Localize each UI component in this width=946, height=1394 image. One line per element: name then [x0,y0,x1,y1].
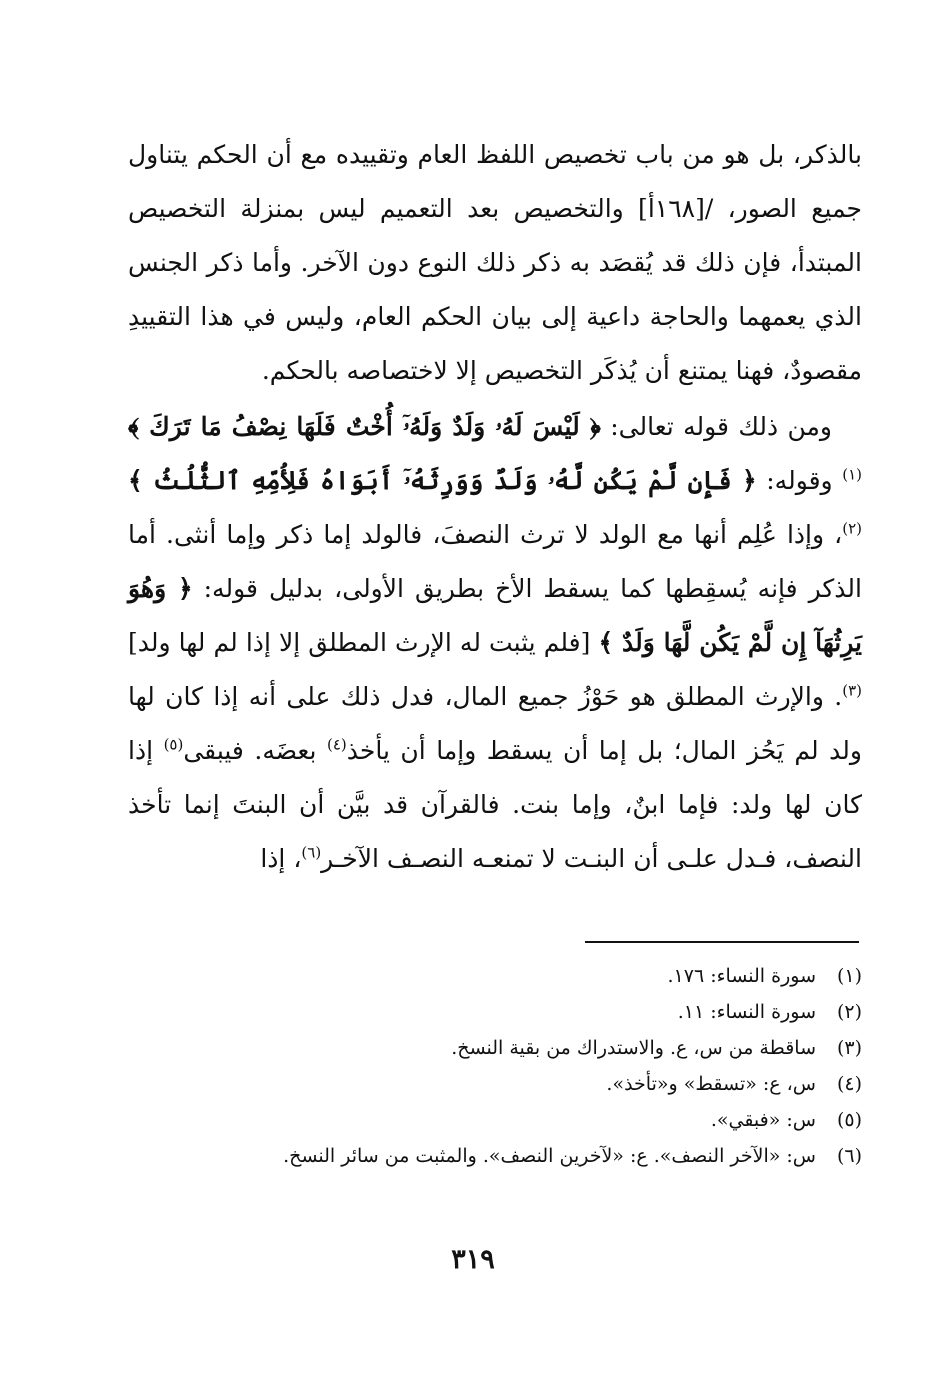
paragraph-2-part-7: إذا كان لها ولد: فإما ابنٌ، وإما بنت. فالقرآن قد بيَّن أن البنتَ إنما تأخذ النصف، فـدل علـى أن البنـت لا تمنعـه النصـف الآخـر [128,736,862,873]
footnote-number: (٢) [836,1001,862,1023]
quran-verse-2: ﴿ فَإِن لَّمْ يَكُن لَّهُۥ وَلَدٌ وَوَرِثَهُۥٓ أَبَوَاهُ فَلِأُمِّهِ ٱلثُّلُثُ ﴾ [128,466,757,495]
footnote-ref-1[interactable]: (١) [842,465,862,484]
paragraph-2-part-4: [فلم يثبت له الإرث المطلق إلا إذا لم لها ولد] [128,628,599,657]
footnote-text: س: «الآخر النصف». ع: «لآخرين النصف». والمثبت من سائر النسخ. [283,1145,816,1167]
footnote-separator [585,941,859,943]
footnotes [128,958,862,1174]
paragraph-2-part-8: ، إذا [260,844,302,873]
footnote-5 [128,1102,862,1138]
footnote-text: سورة النساء: ١١. [677,1001,816,1023]
page-number: ٣١٩ [451,1244,495,1275]
footnote-number: (٤) [836,1073,862,1095]
footnote-ref-5[interactable]: (٥) [163,735,184,754]
paragraph-2-part-3: ، وإذا عُلِم أنها مع الولد لا ترث النصفَ، فالولد إما ذكر وإما أنثى. أما الذكر فإنه يُسقِطها كما يسقط الأخ بطريق الأولى، بدليل قوله: [128,520,862,603]
paragraph-1 [128,128,862,398]
footnote-4 [128,1066,862,1102]
footnote-number: (٣) [836,1037,862,1059]
footnote-number: (١) [836,965,862,987]
paragraph-2-part-2: وقوله: [756,466,843,495]
footnote-ref-4[interactable]: (٤) [326,735,347,754]
paragraph-2-part-5: . والإرث المطلق هو حَوْزُ جميع المال، فدل ذلك على أنه إذا كان لها ولد لم يَحُز المال؛ بل إما أن يسقط وإما أن يأخذ [128,682,862,765]
footnote-1 [128,958,862,994]
quran-verse-1: ﴿ لَيْسَ لَهُۥ وَلَدٌ وَلَهُۥٓ أُخْتٌ فَلَهَا نِصْفُ مَا تَرَكَ ﴾ [128,412,601,441]
paragraph-2-part-6: بعضَه. فيبقى [183,736,327,765]
paragraph-1-text: بالذكر، بل هو من باب تخصيص اللفظ العام وتقييده مع أن الحكم يتناول جميع الصور، /[١٦٨أ] والتخصيص بعد التعميم ليس بمنزلة التخصيص المبتدأ، فإن ذلك قد يُقصَد به ذكر ذلك النوع دون الآخر. وأما ذكر الجنس الذي يعمهما والحاجة داعية إلى بيان الحكم العام، وليس في هذا التقييدِ مقصودٌ، فهنا يمتنع أن يُذكَر التخصيص إلا لاختصاصه بالحكم. [128,140,862,385]
footnote-text: ساقطة من س، ع. والاستدراك من بقية النسخ. [451,1037,816,1059]
footnote-ref-2[interactable]: (٢) [842,519,862,538]
footnote-text: سورة النساء: ١٧٦. [667,965,816,987]
paragraph-2 [128,400,862,886]
footnote-6 [128,1138,862,1174]
footnote-number: (٥) [836,1109,862,1131]
quran-verse-3: ﴿ وَهُوَ يَرِثُهَآ إِن لَّمْ يَكُن لَّهَا وَلَدٌ ﴾ [128,574,862,657]
footnote-text: س: «فبقي». [710,1109,816,1131]
footnote-ref-6[interactable]: (٦) [301,843,322,862]
footnote-ref-3[interactable]: (٣) [842,681,862,700]
footnote-3 [128,1030,862,1066]
paragraph-2-part-1: ومن ذلك قوله تعالى: [600,412,832,441]
footnote-2 [128,994,862,1030]
main-text [128,128,862,886]
footnote-text: س، ع: «تسقط» و«تأخذ». [606,1073,816,1095]
footnote-number: (٦) [836,1145,862,1167]
